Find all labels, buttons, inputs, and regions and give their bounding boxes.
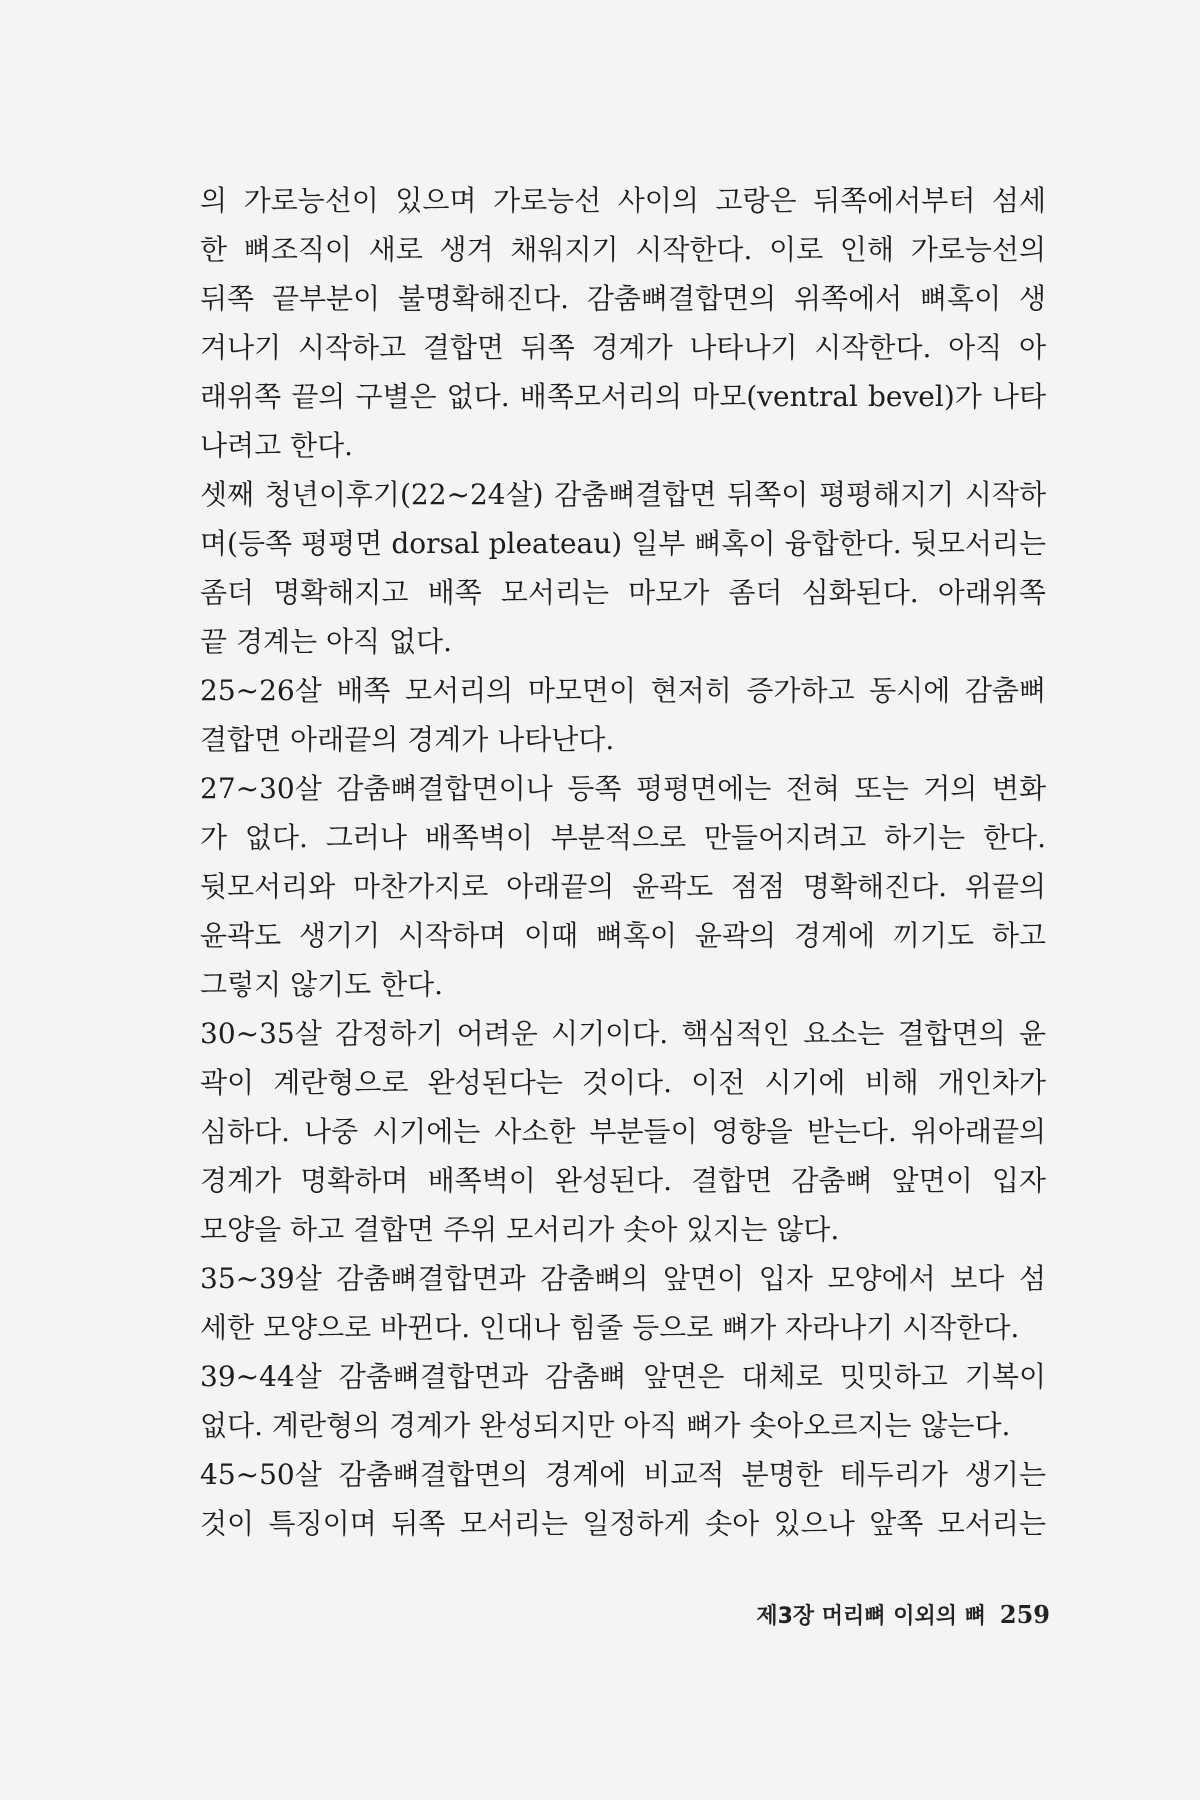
text-line: 27~30살 감춤뼈결합면이나 등쪽 평평면에는 전혀 또는 거의 변화 — [200, 772, 1046, 805]
text-line: 겨나기 시작하고 결합면 뒤쪽 경계가 나타나기 시작한다. 아직 아 — [200, 331, 1046, 364]
page-number: 259 — [999, 1600, 1050, 1629]
text-line: 뒷모서리와 마찬가지로 아래끝의 윤곽도 점점 명확해진다. 위끝의 — [200, 870, 1046, 903]
text-line: 한 뼈조직이 새로 생겨 채워지기 시작한다. 이로 인해 가로능선의 — [200, 233, 1046, 266]
text-line: 경계가 명확하며 배쪽벽이 완성된다. 결합면 감춤뼈 앞면이 입자 — [200, 1164, 1046, 1197]
page-footer — [756, 1599, 1050, 1630]
text-line: 윤곽도 생기기 시작하며 이때 뼈혹이 윤곽의 경계에 끼기도 하고 — [200, 919, 1046, 952]
text-line: 래위쪽 끝의 구별은 없다. 배쪽모서리의 마모(ventral bevel)가 나타 — [200, 380, 1046, 413]
text-line: 35~39살 감춤뼈결합면과 감춤뼈의 앞면이 입자 모양에서 보다 섬 — [200, 1262, 1046, 1295]
text-line: 결합면 아래끝의 경계가 나타난다. — [200, 723, 615, 756]
text-line: 세한 모양으로 바뀐다. 인대나 힘줄 등으로 뼈가 자라나기 시작한다. — [200, 1311, 1020, 1344]
text-line: 나려고 한다. — [200, 429, 354, 462]
text-line: 45~50살 감춤뼈결합면의 경계에 비교적 분명한 테두리가 생기는 — [200, 1458, 1046, 1491]
body-text — [200, 176, 1046, 1548]
text-line: 며(등쪽 평평면 dorsal pleateau) 일부 뼈혹이 융합한다. 뒷모서리는 — [200, 527, 1046, 560]
text-line: 끝 경계는 아직 없다. — [200, 625, 452, 658]
text-line: 25~26살 배쪽 모서리의 마모면이 현저히 증가하고 동시에 감춤뼈 — [200, 674, 1046, 707]
text-line: 뒤쪽 끝부분이 불명확해진다. 감춤뼈결합면의 위쪽에서 뼈혹이 생 — [200, 282, 1046, 315]
text-line: 곽이 계란형으로 완성된다는 것이다. 이전 시기에 비해 개인차가 — [200, 1066, 1046, 1099]
text-line: 것이 특징이며 뒤쪽 모서리는 일정하게 솟아 있으나 앞쪽 모서리는 — [200, 1507, 1046, 1540]
text-line: 모양을 하고 결합면 주위 모서리가 솟아 있지는 않다. — [200, 1213, 840, 1246]
text-line: 좀더 명확해지고 배쪽 모서리는 마모가 좀더 심화된다. 아래위쪽 — [200, 576, 1046, 609]
text-line: 없다. 계란형의 경계가 완성되지만 아직 뼈가 솟아오르지는 않는다. — [200, 1409, 1011, 1442]
running-chapter-title: 제3장 머리뼈 이외의 뼈 — [756, 1604, 986, 1629]
text-line: 셋째 청년이후기(22~24살) 감춤뼈결합면 뒤쪽이 평평해지기 시작하 — [200, 478, 1046, 511]
text-line: 의 가로능선이 있으며 가로능선 사이의 고랑은 뒤쪽에서부터 섬세 — [200, 184, 1046, 217]
text-line: 그렇지 않기도 한다. — [200, 968, 444, 1001]
text-line: 39~44살 감춤뼈결합면과 감춤뼈 앞면은 대체로 밋밋하고 기복이 — [200, 1360, 1046, 1393]
text-line: 심하다. 나중 시기에는 사소한 부분들이 영향을 받는다. 위아래끝의 — [200, 1115, 1046, 1148]
text-line: 30~35살 감정하기 어려운 시기이다. 핵심적인 요소는 결합면의 윤 — [200, 1017, 1046, 1050]
text-line: 가 없다. 그러나 배쪽벽이 부분적으로 만들어지려고 하기는 한다. — [200, 821, 1046, 854]
